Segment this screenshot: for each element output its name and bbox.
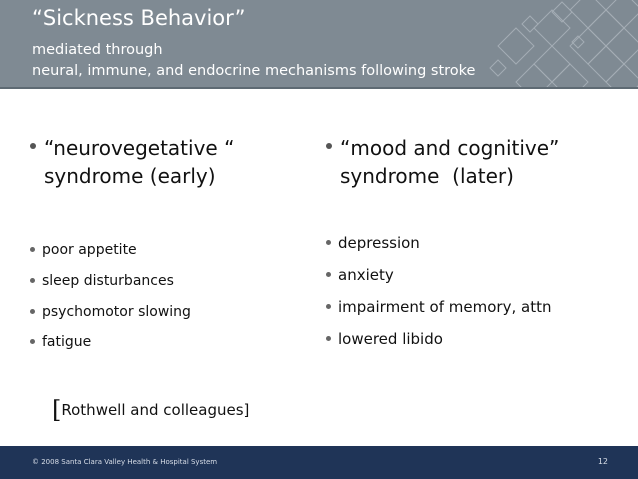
bullet-icon <box>326 143 332 149</box>
bullet-icon <box>30 247 35 252</box>
page-number: 12 <box>597 457 608 466</box>
bullet-icon <box>326 272 331 277</box>
citation <box>52 396 249 424</box>
header-band <box>0 0 638 87</box>
bullet-icon <box>30 339 35 344</box>
list-item-text: lowered libido <box>338 330 443 348</box>
footer-copyright: © 2008 Santa Clara Valley Health & Hospital System <box>32 458 218 466</box>
bullet-icon <box>30 143 36 149</box>
bullet-icon <box>326 304 331 309</box>
bullet-icon <box>326 240 331 245</box>
subtitle-line-2: neural, immune, and endocrine mechanisms following stroke <box>32 63 476 79</box>
list-item-text: psychomotor slowing <box>42 304 191 320</box>
diamond-pattern-decoration <box>438 0 638 87</box>
bullet-icon <box>30 309 35 314</box>
right-heading-line-1: “mood and cognitive” <box>340 136 560 160</box>
list-item-text: fatigue <box>42 334 92 350</box>
citation-text: Rothwell and colleagues] <box>61 401 250 419</box>
citation-bracket: [ <box>52 396 62 424</box>
right-column-heading <box>326 135 626 191</box>
subtitle-line-1: mediated through <box>32 42 163 58</box>
slide-title: “Sickness Behavior” <box>32 6 246 30</box>
left-column-heading <box>30 135 290 191</box>
left-heading-line-1: “neurovegetative “ <box>44 136 235 160</box>
header-divider <box>0 87 638 89</box>
list-item-text: depression <box>338 234 420 252</box>
list-item-text: sleep disturbances <box>42 273 174 289</box>
list-item-text: impairment of memory, attn <box>338 298 552 316</box>
bullet-icon <box>30 278 35 283</box>
list-item-text: anxiety <box>338 266 394 284</box>
footer-band <box>0 446 638 479</box>
list-item-text: poor appetite <box>42 242 137 258</box>
slide-subtitle <box>32 40 475 82</box>
right-heading-line-2: syndrome (later) <box>340 164 514 188</box>
bullet-icon <box>326 336 331 341</box>
left-heading-line-2: syndrome (early) <box>44 164 216 188</box>
